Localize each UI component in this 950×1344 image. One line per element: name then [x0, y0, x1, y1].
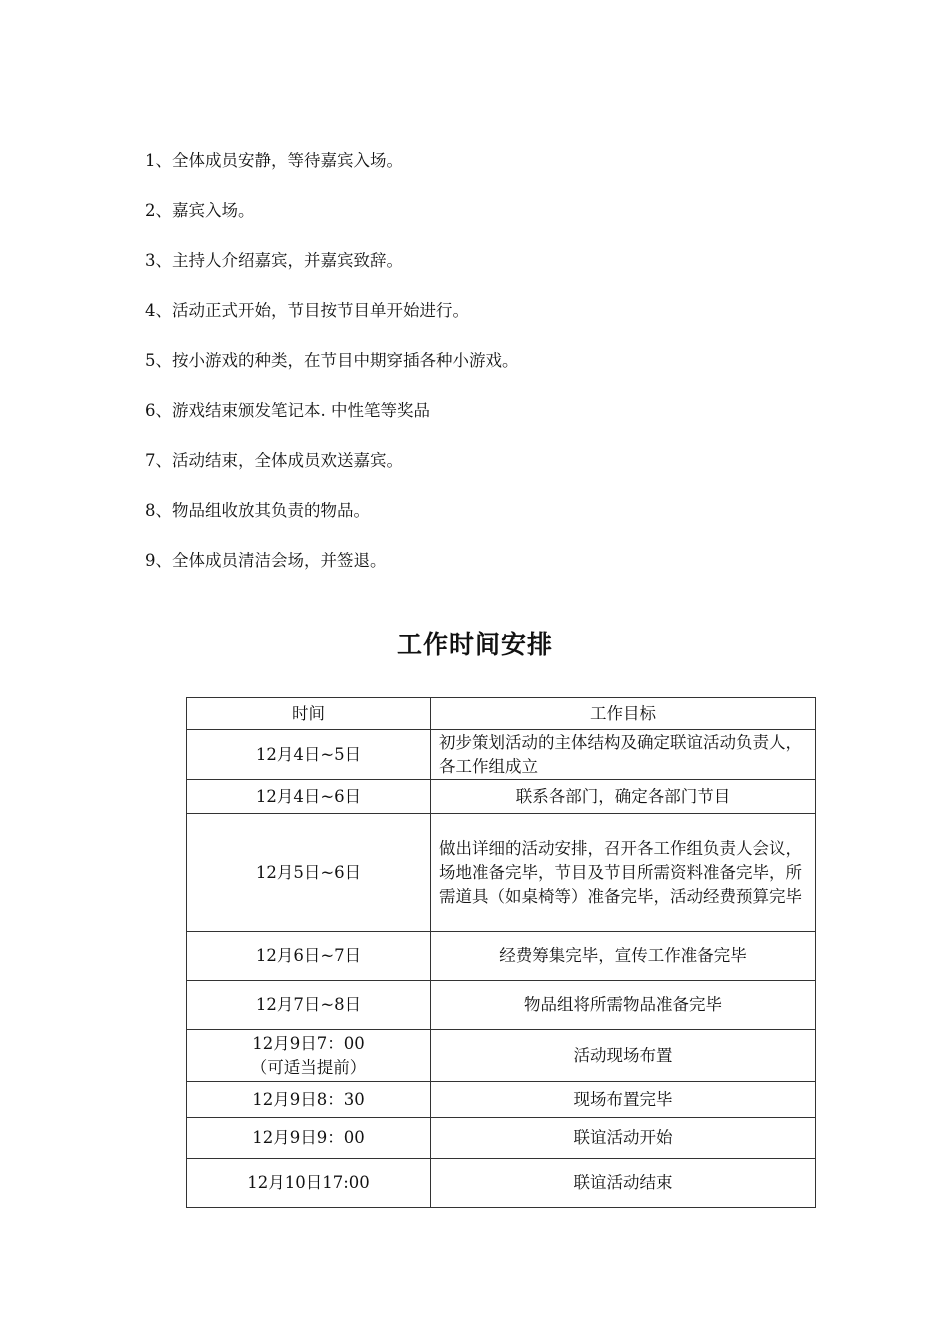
- goal-cell: 初步策划活动的主体结构及确定联谊活动负责人，各工作组成立: [431, 730, 816, 780]
- step-item: 7、活动结束，全体成员欢送嘉宾。: [145, 451, 403, 470]
- table-row: [187, 1159, 816, 1208]
- step-item: 6、游戏结束颁发笔记本. 中性笔等奖品: [145, 401, 430, 420]
- step-item: 1、全体成员安静，等待嘉宾入场。: [145, 151, 403, 170]
- goal-cell: 经费筹集完毕，宣传工作准备完毕: [431, 932, 816, 981]
- table-row: [187, 814, 816, 932]
- time-cell: 12月9日8：30: [187, 1082, 431, 1118]
- time-cell: 12月4日~6日: [187, 780, 431, 814]
- goal-cell: 现场布置完毕: [431, 1082, 816, 1118]
- time-main: 12月9日7：00: [252, 1033, 365, 1053]
- step-item: 9、全体成员清洁会场，并签退。: [145, 551, 387, 570]
- header-goal: 工作目标: [431, 698, 816, 730]
- time-note: （可适当提前）: [250, 1057, 367, 1077]
- procedure-steps: [145, 148, 845, 598]
- table-row: [187, 1082, 816, 1118]
- step-item: 4、活动正式开始，节目按节目单开始进行。: [145, 301, 469, 320]
- table-row: [187, 780, 816, 814]
- table-row: [187, 730, 816, 780]
- time-cell: [187, 1030, 431, 1082]
- goal-cell: 联谊活动结束: [431, 1159, 816, 1208]
- time-cell: 12月10日17:00: [187, 1159, 431, 1208]
- step-item: 8、物品组收放其负责的物品。: [145, 501, 370, 520]
- time-cell: 12月4日~5日: [187, 730, 431, 780]
- goal-cell: 物品组将所需物品准备完毕: [431, 981, 816, 1030]
- section-title: 工作时间安排: [396, 630, 553, 659]
- goal-cell: 联系各部门，确定各部门节目: [431, 780, 816, 814]
- step-item: 2、嘉宾入场。: [145, 201, 255, 220]
- header-time: 时间: [187, 698, 431, 730]
- table-row: [187, 1118, 816, 1159]
- table-row: [187, 1030, 816, 1082]
- step-item: 3、主持人介绍嘉宾，并嘉宾致辞。: [145, 251, 403, 270]
- time-cell: 12月6日~7日: [187, 932, 431, 981]
- schedule-table: [186, 697, 816, 1208]
- table-header-row: [187, 698, 816, 730]
- step-item: 5、按小游戏的种类，在节目中期穿插各种小游戏。: [145, 351, 519, 370]
- time-cell: 12月9日9：00: [187, 1118, 431, 1159]
- goal-cell: 活动现场布置: [431, 1030, 816, 1082]
- table-row: [187, 981, 816, 1030]
- goal-cell: 做出详细的活动安排，召开各工作组负责人会议，场地准备完毕，节目及节目所需资料准备完毕，所需道具（如桌椅等）准备完毕，活动经费预算完毕: [431, 814, 816, 932]
- goal-cell: 联谊活动开始: [431, 1118, 816, 1159]
- time-cell: 12月7日~8日: [187, 981, 431, 1030]
- time-cell: 12月5日~6日: [187, 814, 431, 932]
- table-row: [187, 932, 816, 981]
